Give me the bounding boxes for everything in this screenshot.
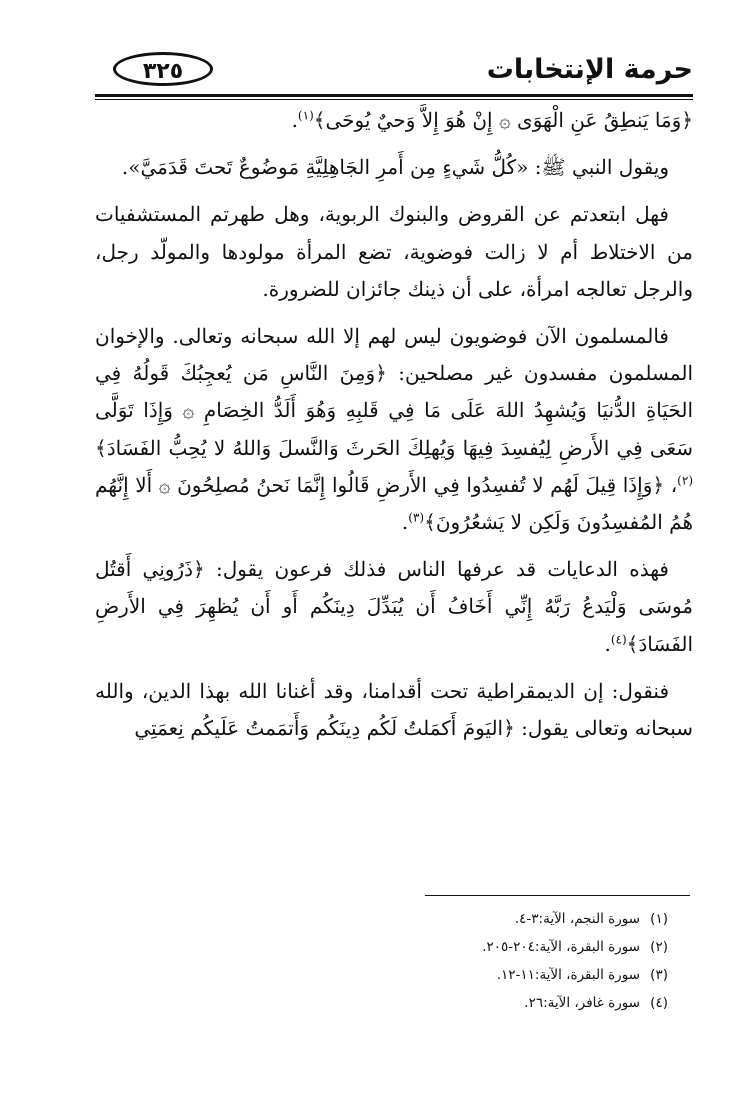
page-header bbox=[95, 50, 693, 100]
separator: ، bbox=[664, 472, 678, 497]
header-rule bbox=[95, 94, 693, 97]
footnote-1 bbox=[338, 905, 668, 933]
paragraph-hospitals: فهل ابتعدتم عن القروض والبنوك الربوية، وهل طهرتم المستشفيات من الاختلاط أم لا زالت فوضوية، تضع المرأة مولودها والمولّد رجل، والرجل تعالجه امرأة، على أن ذينك جائزان للضرورة. bbox=[95, 202, 693, 301]
footnote-number: (٢) bbox=[650, 939, 668, 955]
paragraph-muslims bbox=[95, 318, 693, 541]
footnote-3 bbox=[338, 961, 668, 989]
footnote-separator bbox=[425, 895, 690, 896]
quran-verse: ﴿وَإِذَا قِيلَ لَهُم لا تُفسِدُوا فِي الأَرضِ قَالُوا إِنَّمَا نَحنُ مُصلِحُونَ ۞ أَلا إِنَّهُم هُمُ المُفسِدُونَ وَلَكِن لا يَشعُرُونَ﴾ bbox=[95, 472, 693, 535]
quran-verse: ﴿وَمِنَ النَّاسِ مَن يُعجِبُكَ قَولُهُ فِي الحَيَاةِ الدُّنيَا وَيُشهِدُ اللهَ عَلَى مَا فِي قَلبِهِ وَهُوَ أَلَدُّ الخِصَامِ ۞ وَإِذَا تَوَلَّى سَعَى فِي الأَرضِ لِيُفسِدَ فِيهَا وَيُهلِكَ الحَرثَ وَالنَّسلَ وَاللهُ لا يُحِبُّ الفَسَادَ﴾ bbox=[95, 361, 693, 460]
header-rule-thin bbox=[95, 99, 693, 100]
paragraph-verse-najm bbox=[95, 102, 693, 139]
quran-verse: ﴿ذَرُونِي أَقتُل مُوسَى وَلْيَدعُ رَبَّهُ إِنِّي أَخَافُ أَن يُبَدِّلَ دِينَكُم أَو أَن يُظهِرَ فِي الأَرضِ الفَسَادَ﴾ bbox=[95, 557, 693, 656]
period: . bbox=[604, 631, 611, 656]
running-title: حرمة الإنتخابات bbox=[486, 54, 693, 85]
footnote-ref-4: (٤) bbox=[610, 631, 627, 646]
period: . bbox=[291, 108, 298, 132]
footnote-ref-1: (١) bbox=[297, 108, 314, 123]
footnote-text: سورة البقرة، الآية:١١-١٢. bbox=[496, 967, 640, 983]
paragraph-hadith: ويقول النبي ﷺ: «كُلُّ شَيءٍ مِن أَمرِ الجَاهِلِيَّةِ مَوضُوعٌ تَحتَ قَدَمَيَّ». bbox=[121, 155, 669, 180]
footnote-text: سورة النجم، الآية:٣-٤. bbox=[514, 911, 640, 927]
footnote-number: (١) bbox=[650, 911, 668, 927]
page-body bbox=[95, 102, 693, 757]
footnote-ref-3: (٣) bbox=[408, 510, 425, 525]
footnote-4 bbox=[338, 989, 668, 1017]
footnote-text: سورة غافر، الآية:٢٦. bbox=[524, 995, 640, 1011]
footnote-2 bbox=[338, 933, 668, 961]
quran-verse: ﴿اليَومَ أَكمَلتُ لَكُم دِينَكُم وَأَتمَمتُ عَلَيكُم نِعمَتِي bbox=[134, 716, 515, 741]
page-number: ٣٢٥ bbox=[113, 52, 213, 86]
period: . bbox=[401, 510, 409, 535]
paragraph-democracy bbox=[95, 673, 693, 747]
paragraph-text: فالمسلمون الآن فوضويون ليس لهم إلا الله سبحانه وتعالى. والإخوان المسلمون مفسدون غير مصلحين: bbox=[95, 324, 693, 386]
paragraph-text: فهذه الدعايات قد عرفها الناس فذلك فرعون يقول: bbox=[204, 557, 669, 582]
footnote-number: (٤) bbox=[650, 995, 668, 1011]
paragraph-text: فنقول: إن الديمقراطية تحت أقدامنا، وقد أغنانا الله بهذا الدين، والله سبحانه وتعالى يقول: bbox=[95, 678, 693, 741]
quran-verse: ﴿وَمَا يَنطِقُ عَنِ الْهَوَى ۞ إِنْ هُوَ إِلاَّ وَحيٌ يُوحَى﴾ bbox=[313, 108, 693, 132]
footnote-number: (٣) bbox=[650, 967, 668, 983]
footnotes bbox=[338, 905, 668, 1017]
footnote-ref-2: (٢) bbox=[677, 473, 693, 488]
paragraph-pharaoh bbox=[95, 551, 693, 663]
footnote-text: سورة البقرة، الآية:٢٠٤-٢٠٥. bbox=[482, 939, 640, 955]
